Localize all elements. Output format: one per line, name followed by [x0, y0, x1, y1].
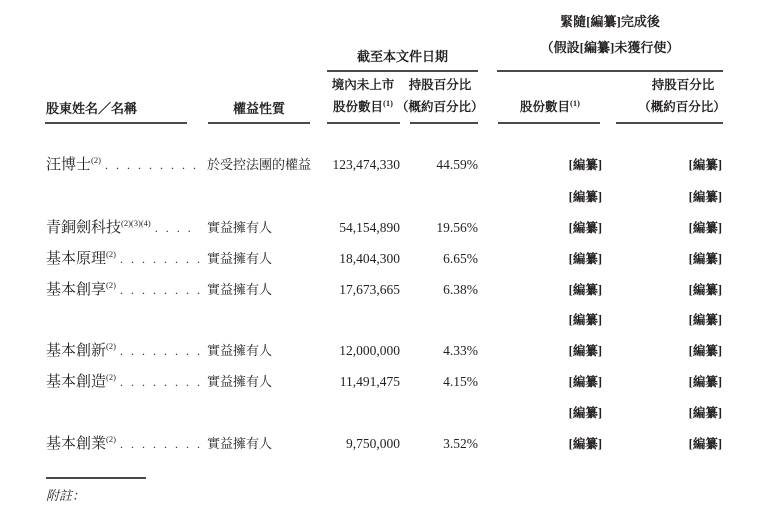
name-text: 青銅劍科技 — [46, 220, 122, 236]
shareholder-name — [46, 248, 204, 270]
shareholder-name — [46, 309, 204, 331]
post-completion-group-underline — [497, 70, 723, 72]
post-pct-value: [編纂] — [688, 283, 722, 297]
post-pct-value: [編纂] — [688, 344, 722, 358]
post-pct-value: [編纂] — [688, 158, 722, 172]
pct-value — [396, 309, 478, 331]
domestic-shares-header-line1: 境內未上市 — [331, 78, 395, 92]
name-text: 基本原理 — [46, 251, 107, 267]
table-row — [0, 217, 776, 239]
pct-value: 6.38% — [443, 282, 478, 297]
table-row — [0, 154, 776, 176]
pct-value: 4.15% — [443, 374, 478, 389]
pct-header-line2: （概約百分比） — [396, 100, 484, 114]
post-shares-value: [編纂] — [568, 406, 602, 420]
domestic-shares-value: 123,474,330 — [332, 157, 400, 172]
shareholder-name — [46, 371, 204, 393]
nature-of-interest: 實益擁有人 — [207, 436, 273, 451]
table-row — [0, 433, 776, 455]
nature-of-interest: 實益擁有人 — [207, 220, 273, 235]
pct-value: 6.65% — [443, 251, 478, 266]
as-of-date-group-title: 截至本文件日期 — [356, 49, 448, 64]
shareholder-name — [46, 340, 204, 362]
post-shares-value: [編纂] — [568, 375, 602, 389]
post-shares-header-text: 股份數目 — [520, 100, 571, 114]
shareholder-name — [46, 402, 204, 424]
name-footnote-sup: (2) — [91, 155, 101, 165]
shareholder-name — [46, 217, 204, 239]
leader-dots: . . . . . . . . — [119, 375, 203, 389]
as-of-date-group-underline — [327, 70, 478, 72]
name-footnote-sup: (2) — [106, 249, 116, 259]
notes-label: 附註： — [46, 488, 86, 503]
name-text: 基本創享 — [46, 282, 107, 298]
name-footnote-sup: (2)(3)(4) — [121, 218, 151, 228]
post-shares-header — [498, 97, 602, 114]
nature-of-interest — [207, 402, 315, 424]
leader-dots: . . . . — [154, 221, 194, 235]
post-pct-value: [編纂] — [688, 252, 722, 266]
name-text: 汪博士 — [46, 157, 92, 173]
table-row — [0, 340, 776, 362]
post-shares-value: [編纂] — [568, 252, 602, 266]
domestic-shares-header-line2 — [325, 97, 401, 114]
table-row — [0, 279, 776, 301]
shareholder-col-underline — [45, 122, 187, 124]
nature-of-interest: 於受控法團的權益 — [207, 157, 312, 172]
nature-of-interest: 實益擁有人 — [207, 343, 273, 358]
name-footnote-sup: (2) — [106, 372, 116, 382]
leader-dots: . . . . . . . . — [119, 252, 203, 266]
post-pct-value: [編纂] — [688, 221, 722, 235]
domestic-shares-value — [302, 186, 400, 208]
shareholder-name — [46, 433, 204, 455]
post-shares-footnote-sup: (1) — [570, 97, 580, 108]
domestic-shares-value: 9,750,000 — [346, 436, 400, 451]
nature-of-interest — [207, 309, 315, 331]
post-pct-value: [編纂] — [688, 190, 722, 204]
pct-value: 3.52% — [443, 436, 478, 451]
notes-divider — [46, 477, 146, 479]
domestic-shares-header-text: 股份數目 — [333, 100, 384, 114]
name-footnote-sup: (2) — [106, 341, 116, 351]
domestic-shares-value — [302, 309, 400, 331]
post-pct-header-line1: 持股百分比 — [651, 78, 715, 92]
pct-value: 19.56% — [436, 220, 478, 235]
post-shares-value: [編纂] — [568, 221, 602, 235]
domestic-shares-value: 18,404,300 — [339, 251, 400, 266]
nature-of-interest: 實益擁有人 — [207, 282, 273, 297]
nature-col-underline — [208, 122, 310, 124]
post-shares-value: [編纂] — [568, 313, 602, 327]
domestic-shares-value: 17,673,665 — [339, 282, 400, 297]
domestic-shares-value: 11,491,475 — [339, 374, 400, 389]
table-row — [0, 186, 776, 208]
domestic-shares-value: 12,000,000 — [339, 343, 400, 358]
name-footnote-sup: (2) — [106, 434, 116, 444]
leader-dots: . . . . . . . . — [119, 344, 203, 358]
pct-value — [396, 402, 478, 424]
leader-dots: . . . . . . . . — [119, 283, 203, 297]
post-completion-group-title-line1: 緊隨[編纂]完成後 — [560, 14, 660, 29]
post-shares-value: [編纂] — [568, 283, 602, 297]
leader-dots: . . . . . . . . — [119, 437, 203, 451]
pct-header-line1: 持股百分比 — [408, 78, 472, 92]
post-pct-value: [編纂] — [688, 313, 722, 327]
nature-of-interest-header: 權益性質 — [232, 101, 285, 116]
table-row — [0, 371, 776, 393]
name-text: 基本創造 — [46, 374, 107, 390]
nature-of-interest — [207, 186, 315, 208]
pct-value — [396, 186, 478, 208]
nature-of-interest: 實益擁有人 — [207, 374, 273, 389]
post-pct-col-underline — [616, 122, 723, 124]
domestic-shares-col-underline — [327, 122, 400, 124]
domestic-shares-value — [302, 402, 400, 424]
name-text: 基本創業 — [46, 436, 107, 452]
post-shares-value: [編纂] — [568, 344, 602, 358]
table-row — [0, 402, 776, 424]
shareholder-name-header: 股東姓名／名稱 — [46, 101, 138, 116]
shareholder-name — [46, 279, 204, 301]
domestic-shares-value: 54,154,890 — [339, 220, 400, 235]
shareholder-name — [46, 186, 204, 208]
pct-value: 4.33% — [443, 343, 478, 358]
name-footnote-sup: (2) — [106, 280, 116, 290]
post-pct-value: [編纂] — [688, 437, 722, 451]
post-pct-value: [編纂] — [688, 375, 722, 389]
pct-value: 44.59% — [436, 157, 478, 172]
post-completion-group-title-line2: （假設[編纂]未獲行使） — [540, 40, 680, 55]
table-row — [0, 248, 776, 270]
post-shares-value: [編纂] — [568, 190, 602, 204]
post-shares-value: [編纂] — [568, 158, 602, 172]
post-shares-value: [編纂] — [568, 437, 602, 451]
domestic-shares-footnote-sup: (1) — [383, 97, 393, 108]
shareholder-name — [46, 154, 204, 176]
nature-of-interest: 實益擁有人 — [207, 251, 273, 266]
pct-col-underline — [410, 122, 478, 124]
leader-dots: . . . . . . . . . — [104, 158, 199, 172]
post-pct-header-line2: （概約百分比） — [638, 100, 726, 114]
name-text: 基本創新 — [46, 343, 107, 359]
post-shares-col-underline — [498, 122, 600, 124]
post-pct-value: [編纂] — [688, 406, 722, 420]
table-row — [0, 309, 776, 331]
